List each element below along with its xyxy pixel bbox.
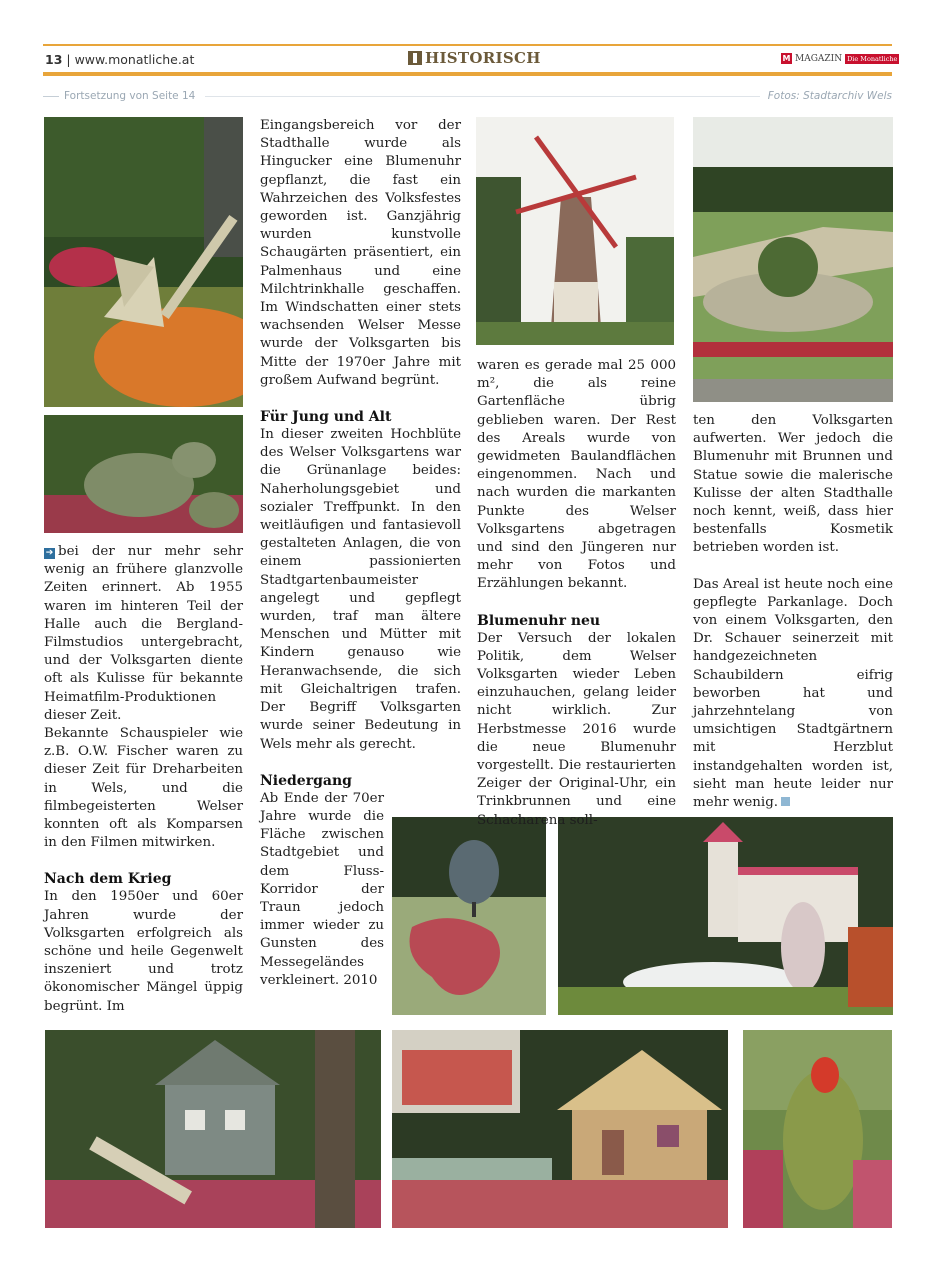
column-1 <box>44 543 243 1016</box>
heading-blumenuhr-neu: Blumenuhr neu <box>477 612 601 629</box>
col1-paragraph-1 <box>44 543 243 725</box>
photo-gingerbread-house <box>392 1030 728 1228</box>
photo-butterfly-topiary <box>44 117 243 407</box>
photo-credit: Fotos: Stadtarchiv Wels <box>767 90 892 102</box>
column-3 <box>477 357 676 830</box>
col1-paragraph-3: In den 1950er und 60er Jahren wurde der Volksgarten erfolgreich als schöne und heile Gegenwelt inszeniert und trotz ökonomischer Mängel üppig begrünt. Im <box>44 889 243 1014</box>
magazine-m-icon: M <box>782 54 791 63</box>
col2-paragraph-3: Ab Ende der 70er Jahre wurde die Fläche zwischen Stadtgebiet und dem Fluss-Korridor der Traun jedoch immer wieder zu Gunsten des Messegeländes verkleinert. 2010 <box>260 790 384 988</box>
col4-paragraph-2 <box>693 576 893 813</box>
photo-bear-topiary <box>44 415 243 533</box>
heading-fuer-jung-und-alt: Für Jung und Alt <box>260 409 392 426</box>
col2-paragraph-2: In dieser zweiten Hochblüte des Welser Volksgartens war die Grünanlage beides: Naherholungsgebiet und sozialer Treffpunkt. In den weitläufigen und fantasievoll gestalteten Anlagen, die von einem passionierten Stadtgartenbaumeister angelegt und gepflegt wurden, traf man ältere Menschen und Mütter mit Kindern genauso wie Heranwachsende, die sich mit Gleichaltrigen trafen. Der Begriff Volksgarten wurde seiner Bedeutung in Wels mehr als gerecht. <box>260 427 461 752</box>
header-bottom-rule <box>43 72 892 76</box>
heading-niedergang: Niedergang <box>260 772 352 789</box>
photo-garden-lawn <box>693 117 893 402</box>
continued-from: Fortsetzung von Seite 14 <box>43 90 195 102</box>
photo-frog-topiary <box>743 1030 892 1228</box>
col4-paragraph-1: ten den Volksgarten aufwerten. Wer jedoch die Blumenuhr mit Brunnen und Statue sowie die malerische Kulisse der alten Stadthalle noch kennt, weiß, dass hier bestenfalls Kosmetik betrieben worden ist. <box>693 413 893 556</box>
section-label: HISTORISCH <box>425 49 541 67</box>
col1-p1-text: bei der nur mehr sehr wenig an frühere glanzvolle Zeiten erinnert. Ab 1955 waren im hinteren Teil der Halle auch die Bergland-Filmstudios untergebracht, und der Volksgarten diente oft als Kulisse für bekannte Heimatfilm-Produktionen dieser Zeit. <box>44 544 243 723</box>
page-number: 13 <box>45 52 63 67</box>
col3-paragraph-2: Der Versuch der lokalen Politik, dem Welser Volksgarten wieder Leben einzuhauchen, gelang leider nicht wirklich. Zur Herbstmesse 2016 wurde die neue Blumenuhr vorgestellt. Die restaurierten Zeiger der Original-Uhr, ein Trinkbrunnen und eine Schacharena soll- <box>477 630 676 828</box>
col1-paragraph-2: Bekannte Schauspieler wie z.B. O.W. Fischer waren zu dieser Zeit für Dreharbeiten in Wels, und die filmbegeisterten Welser konnten oft als Komparsen in den Filmen mitwirken. <box>44 726 243 851</box>
subhead-rule <box>205 96 760 97</box>
header-top-rule <box>43 44 892 46</box>
col3-paragraph-1: waren es gerade mal 25 000 m², die als reine Gartenfläche übrig geblieben waren. Der Rest des Areals wurde von gewidmeten Baulandflächen eingenommen. Nach und nach wurden die markanten Punkte des Welser Volksgartens abgetragen und sind den Jüngeren nur mehr von Fotos und Erzählungen bekannt. <box>477 358 676 592</box>
heading-nach-dem-krieg: Nach dem Krieg <box>44 871 172 888</box>
photo-windmill <box>476 117 674 345</box>
continuation-arrow-icon: ➔ <box>45 548 54 558</box>
website[interactable]: www.monatliche.at <box>74 52 195 67</box>
section-h-icon <box>408 51 422 65</box>
photo-castle-fountain <box>558 817 893 1015</box>
magazine-logo <box>781 53 899 64</box>
section-title <box>408 49 541 67</box>
column-2 <box>260 117 461 990</box>
col2-paragraph-1: Eingangsbereich vor der Stadthalle wurde als Hingucker eine Blumenuhr gepflanzt, die fast ein Wahrzeichen des Volksfestes geworden ist. Ganzjährig wurden kunstvolle Schaugärten präsentiert, ein Palmenhaus und eine Milchtrinkhalle geschaffen. Im Windschatten einer stets wachsenden Welser Messe wurde der Volksgarten bis Mitte der 1970er Jahre mit großem Aufwand begrünt. <box>260 118 461 388</box>
page-number-website: 13 | www.monatliche.at <box>45 52 195 67</box>
col4-p2-text: Das Areal ist heute noch eine gepflegte Parkanlage. Doch von einem Volksgarten, den Dr. Schauer seinerzeit mit handgezeichneten Schaubildern eifrig beworben hat und jahrzehntelang von umsichtigen Stadtgärtnern mit Herzblut instandgehalten worden ist, sieht man heute leider nur mehr wenig. <box>693 576 893 811</box>
photo-topiary-house <box>45 1030 381 1228</box>
column-4 <box>693 412 893 812</box>
magazine-label: MAGAZIN <box>795 53 843 64</box>
magazine-badge: Die Monatliche <box>847 54 898 63</box>
end-of-article-icon <box>781 797 790 806</box>
